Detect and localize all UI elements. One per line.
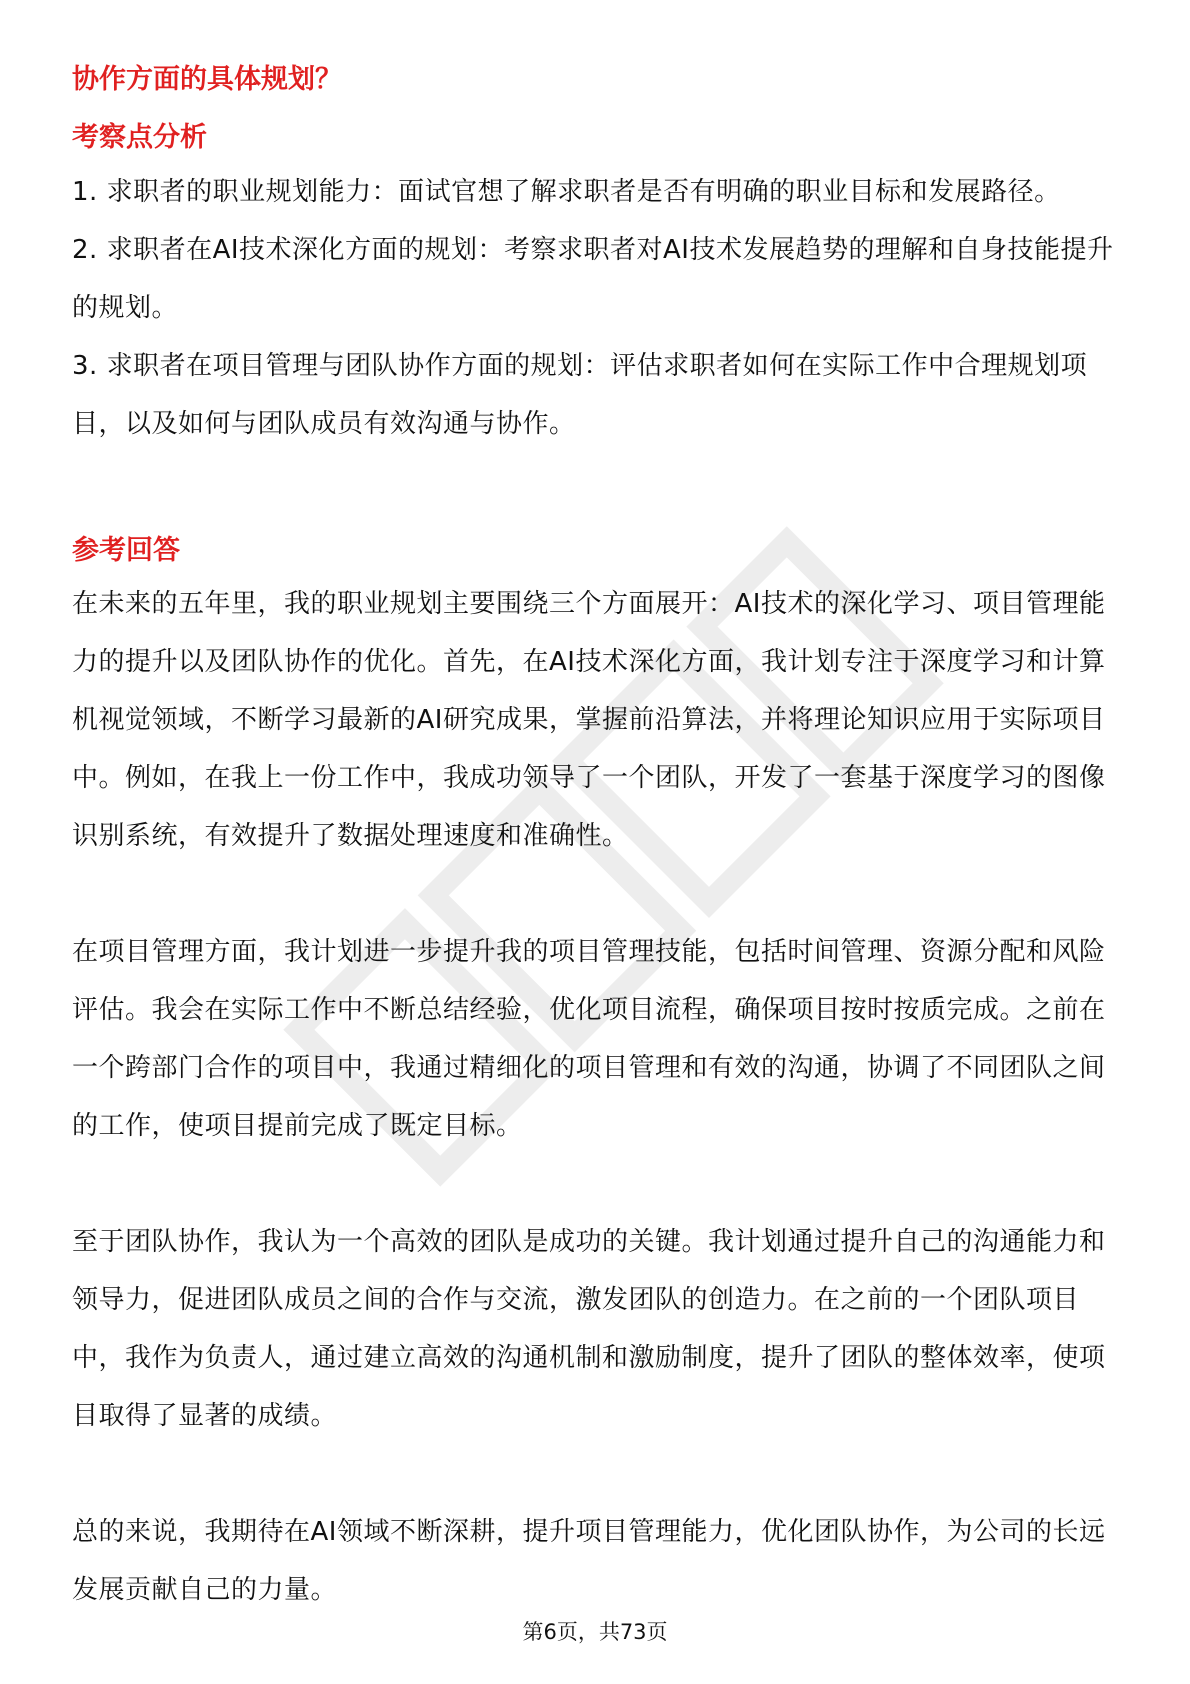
answer-body xyxy=(72,575,1122,1619)
analysis-heading: 考察点分析 xyxy=(72,122,207,153)
page-number: 第6页，共73页 xyxy=(522,1620,668,1644)
answer-heading: 参考回答 xyxy=(72,535,180,566)
answer-paragraph: 至于团队协作，我认为一个高效的团队是成功的关键。我计划通过提升自己的沟通能力和领导力，促进团队成员之间的合作与交流，激发团队的创造力。在之前的一个团队项目中，我作为负责人，通过建立高效的沟通机制和激励制度，提升了团队的整体效率，使项目取得了显著的成绩。 xyxy=(72,1227,1106,1431)
answer-paragraph: 总的来说，我期待在AI领域不断深耕，提升项目管理能力，优化团队协作，为公司的长远发展贡献自己的力量。 xyxy=(72,1517,1106,1605)
analysis-point: 3. 求职者在项目管理与团队协作方面的规划：评估求职者如何在实际工作中合理规划项目，以及如何与团队成员有效沟通与协作。 xyxy=(72,351,1088,439)
question-title: 协作方面的具体规划？ xyxy=(72,64,342,95)
analysis-point: 1. 求职者的职业规划能力：面试官想了解求职者是否有明确的职业目标和发展路径。 xyxy=(72,177,1061,207)
answer-paragraph: 在未来的五年里，我的职业规划主要围绕三个方面展开：AI技术的深化学习、项目管理能力的提升以及团队协作的优化。首先，在AI技术深化方面，我计划专注于深度学习和计算机视觉领域，不断学习最新的AI研究成果，掌握前沿算法，并将理论知识应用于实际项目中。例如，在我上一份工作中，我成功领导了一个团队，开发了一套基于深度学习的图像识别系统，有效提升了数据处理速度和准确性。 xyxy=(72,589,1106,851)
analysis-points xyxy=(72,163,1122,453)
answer-paragraph: 在项目管理方面，我计划进一步提升我的项目管理技能，包括时间管理、资源分配和风险评估。我会在实际工作中不断总结经验，优化项目流程，确保项目按时按质完成。之前在一个跨部门合作的项目中，我通过精细化的项目管理和有效的沟通，协调了不同团队之间的工作，使项目提前完成了既定目标。 xyxy=(72,937,1106,1141)
analysis-point: 2. 求职者在AI技术深化方面的规划：考察求职者对AI技术发展趋势的理解和自身技能提升的规划。 xyxy=(72,235,1114,323)
